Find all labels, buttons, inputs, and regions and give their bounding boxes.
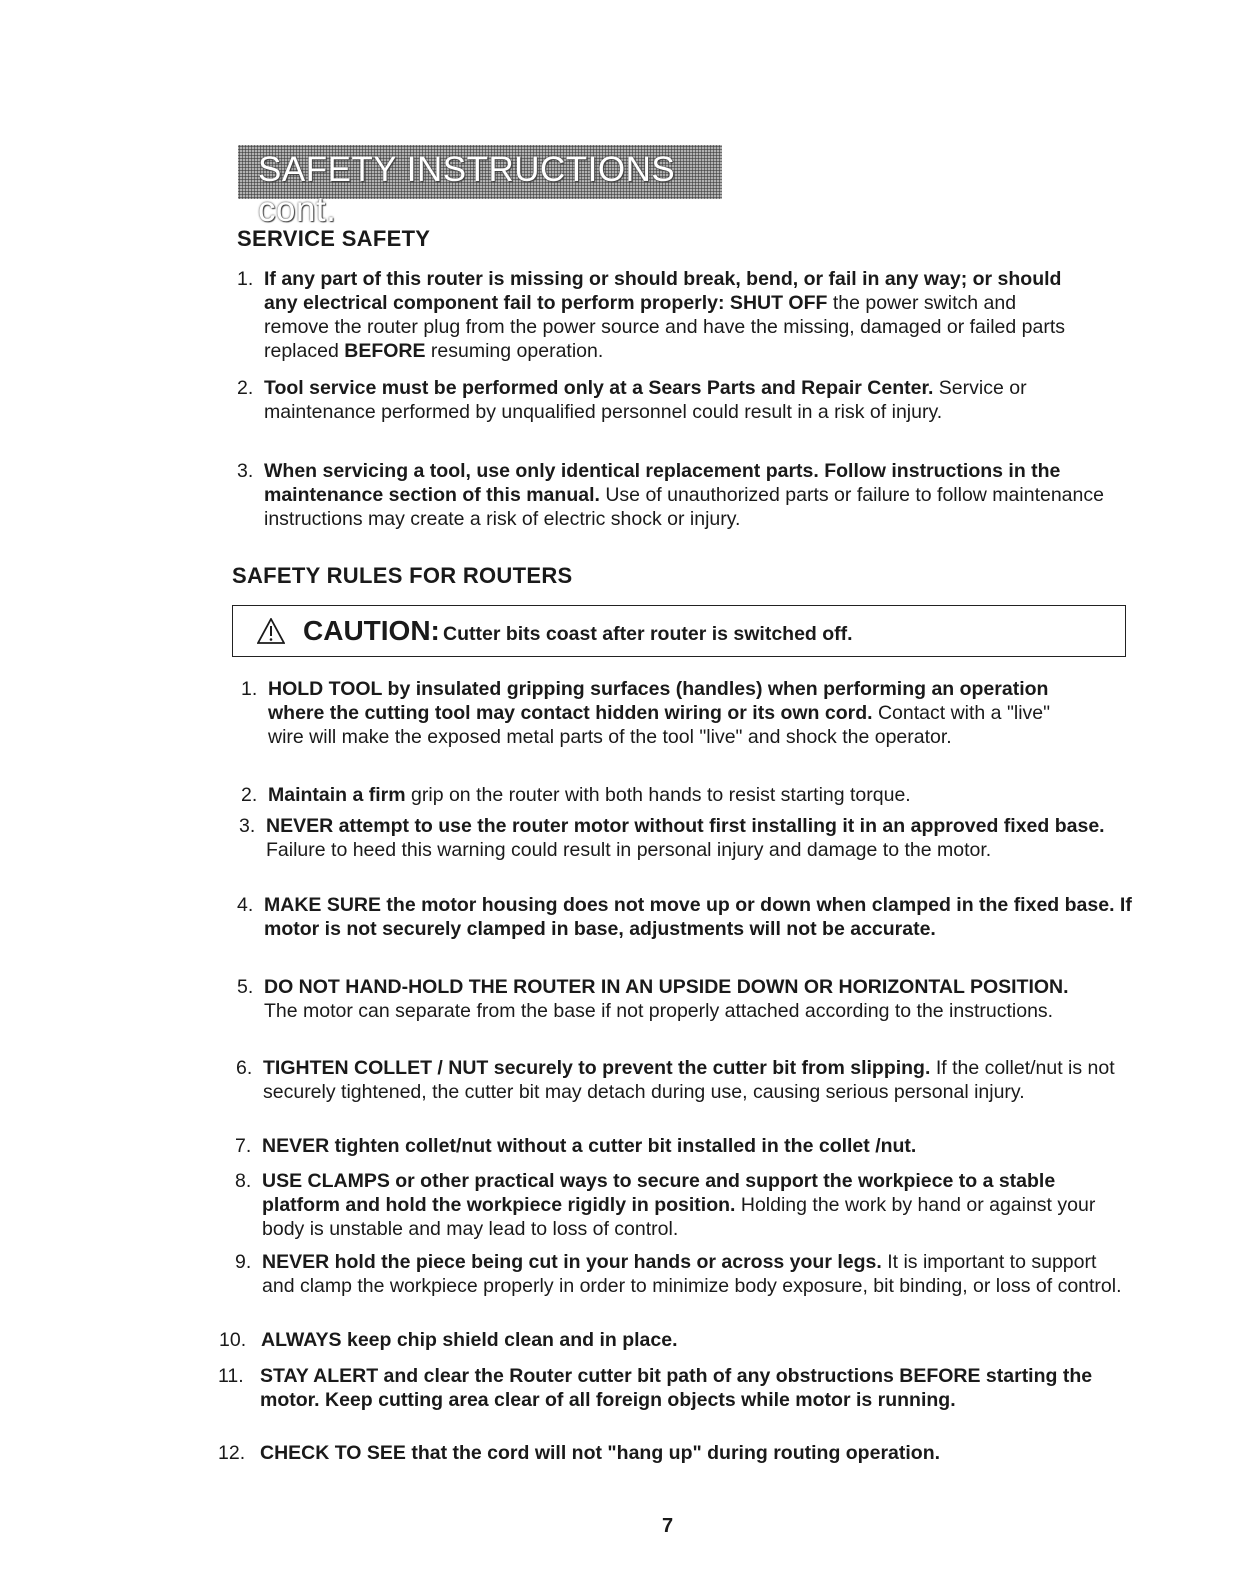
service-item-1: 1. If any part of this router is missing or should break, bend, or fail in any way; or should any electrical component fail to perform properly: SHUT OFF the power switch and remove the router plug from the power source and have the missing, damaged or failed parts replaced BEFORE resuming operation. (237, 268, 1066, 362)
router-item-6: 6. TIGHTEN COLLET / NUT securely to prevent the cutter bit from slipping. If the collet/nut is not securely tightened, the cutter bit may detach during use, causing serious personal injury. (236, 1057, 1115, 1103)
section-banner (238, 145, 722, 229)
service-safety-heading: SERVICE SAFETY (237, 226, 431, 251)
router-item-7: 7. NEVER tighten collet/nut without a cutter bit installed in the collet /nut. (235, 1135, 917, 1157)
router-item-5: 5. DO NOT HAND-HOLD THE ROUTER IN AN UPSIDE DOWN OR HORIZONTAL POSITION. The motor can separate from the base if not properly attached according to the instructions. (237, 976, 1069, 1022)
safety-rules-heading: SAFETY RULES FOR ROUTERS (232, 563, 573, 588)
router-item-1: 1. HOLD TOOL by insulated gripping surfaces (handles) when performing an operation where the cutting tool may contact hidden wiring or its own cord. Contact with a "live" wire will make the exposed metal parts of the tool "live" and shock the operator. (241, 678, 1051, 748)
router-item-4: 4. MAKE SURE the motor housing does not move up or down when clamped in the fixed base. If motor is not securely clamped in base, adjustments will not be accurate. (237, 894, 1132, 940)
router-item-2: 2. Maintain a firm grip on the router with both hands to resist starting torque. (241, 784, 911, 806)
router-item-12: 12. CHECK TO SEE that the cord will not "hang up" during routing operation. (218, 1442, 941, 1464)
page-number: 7 (662, 1515, 674, 1537)
router-item-10: 10. ALWAYS keep chip shield clean and in place. (219, 1329, 678, 1351)
router-item-9: 9. NEVER hold the piece being cut in your hands or across your legs. It is important to support and clamp the workpiece properly in order to minimize body exposure, bit binding, or loss of control. (235, 1251, 1122, 1297)
router-item-11: 11. STAY ALERT and clear the Router cutter bit path of any obstructions BEFORE starting the motor. Keep cutting area clear of all foreign objects while motor is running. (218, 1365, 1093, 1411)
service-item-3: 3. When servicing a tool, use only identical replacement parts. Follow instructions in the maintenance section of this manual. Use of unauthorized parts or failure to follow maintenance instructions may create a risk of electric shock or injury. (237, 460, 1104, 530)
caution-box (232, 605, 1126, 657)
router-item-8: 8. USE CLAMPS or other practical ways to secure and support the workpiece to a stable platform and hold the workpiece rigidly in position. Holding the work by hand or against your body is unstable and may lead to loss of control. (235, 1170, 1096, 1240)
router-item-3: 3. NEVER attempt to use the router motor without first installing it in an approved fixed base. Failure to heed this warning could result in personal injury and damage to the motor. (239, 815, 1105, 861)
caution-title: CAUTION: (303, 615, 440, 646)
caution-message: Cutter bits coast after router is switched off. (443, 623, 853, 645)
service-item-2: 2. Tool service must be performed only at a Sears Parts and Repair Center. Service or maintenance performed by unqualified personnel could result in a risk of injury. (237, 377, 1027, 423)
warning-triangle-icon (257, 618, 285, 644)
banner-title: SAFETY INSTRUCTIONS cont. (258, 150, 676, 229)
